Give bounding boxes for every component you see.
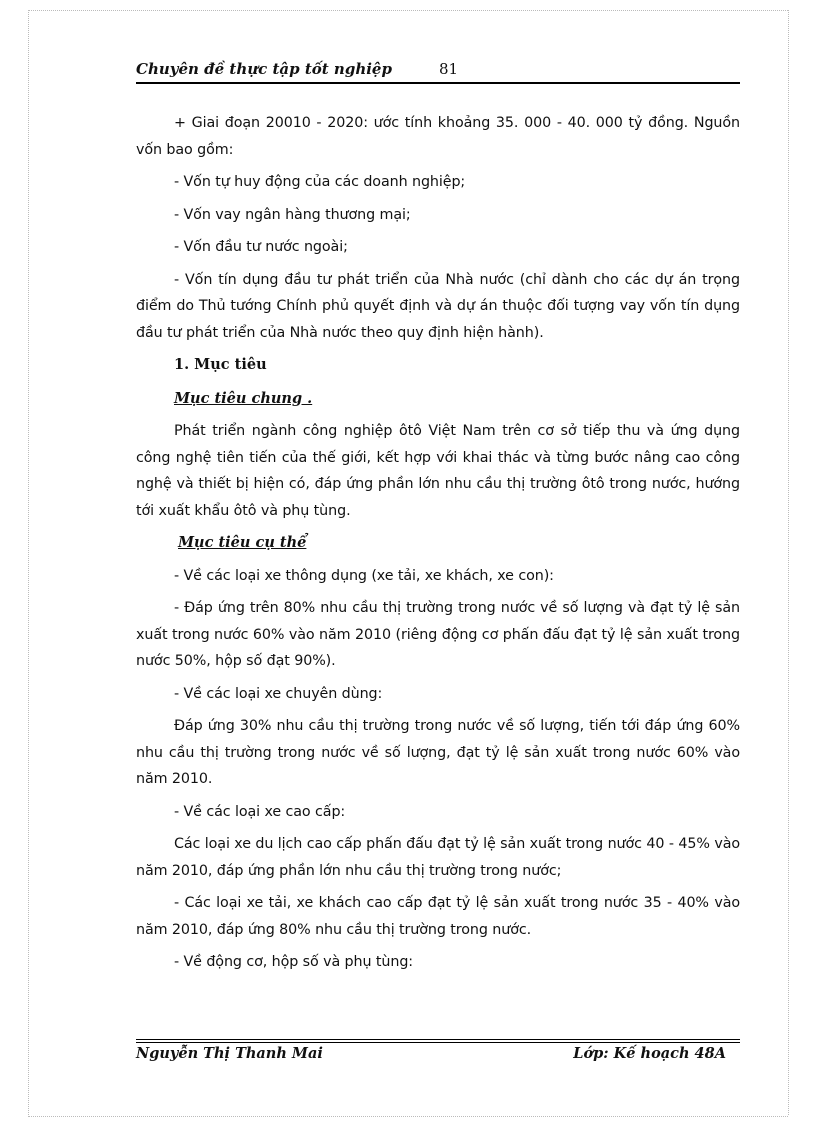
- paragraph: Các loại xe du lịch cao cấp phấn đấu đạt tỷ lệ sản xuất trong nước 40 - 45% vào năm 2010, đáp ứng phần lớn nhu cầu thị trường trong nước;: [136, 836, 740, 879]
- footer-class: Lớp: Kế hoạch 48A: [573, 1045, 726, 1062]
- list-item: - Về các loại xe thông dụng (xe tải, xe khách, xe con):: [174, 567, 554, 584]
- header-rule: [136, 82, 740, 84]
- section-heading: 1. Mục tiêu: [174, 356, 267, 373]
- page-border-bottom: [28, 1116, 788, 1117]
- paragraph: Đáp ứng 30% nhu cầu thị trường trong nước về số lượng, tiến tới đáp ứng 60% nhu cầu thị trường trong nước về số lượng, đạt tỷ lệ sản xuất trong nước 60% vào năm 2010.: [136, 718, 740, 787]
- list-item: - Đáp ứng trên 80% nhu cầu thị trường trong nước về số lượng và đạt tỷ lệ sản xuất trong nước 60% vào năm 2010 (riêng động cơ phấn đấu đạt tỷ lệ sản xuất trong nước 50%, hộp số đạt 90%).: [136, 600, 740, 669]
- list-item: - Vốn vay ngân hàng thương mại;: [174, 206, 411, 223]
- page-border-left: [28, 10, 29, 1115]
- subsection-heading: Mục tiêu cụ thể: [178, 534, 307, 551]
- list-item: - Về động cơ, hộp số và phụ tùng:: [174, 954, 414, 970]
- list-item: - Về các loại xe cao cấp:: [174, 803, 346, 820]
- footer-rule: [136, 1042, 740, 1043]
- page-border-right: [788, 10, 789, 1115]
- footer-rule: [136, 1039, 740, 1040]
- paragraph: Phát triển ngành công nghiệp ôtô Việt Nam trên cơ sở tiếp thu và ứng dụng công nghệ tiên tiến của thế giới, kết hợp với khai thác và từng bước nâng cao công nghệ và thiết bị hiện có, đáp ứng phần lớn nhu cầu thị trường ôtô trong nước, hướng tới xuất khẩu ôtô và phụ tùng.: [136, 423, 740, 519]
- list-item: - Vốn đầu tư nước ngoài;: [174, 239, 348, 255]
- page-border-top: [28, 10, 788, 11]
- footer-author: Nguyễn Thị Thanh Mai: [136, 1045, 323, 1062]
- page-footer: [136, 1045, 740, 1069]
- list-item: - Vốn tín dụng đầu tư phát triển của Nhà nước (chỉ dành cho các dự án trọng điểm do Thủ tướng Chính phủ quyết định và dự án thuộc đối tượng vay vốn tín dụng đầu tư phát triển của Nhà nước theo quy định hiện hành).: [136, 271, 740, 341]
- subsection-heading: Mục tiêu chung .: [174, 389, 313, 407]
- header-title: Chuyên đề thực tập tốt nghiệp: [136, 60, 392, 78]
- page-number: 81: [439, 60, 459, 78]
- list-item: - Vốn tự huy động của các doanh nghiệp;: [174, 174, 466, 190]
- list-item: - Các loại xe tải, xe khách cao cấp đạt tỷ lệ sản xuất trong nước 35 - 40% vào năm 2010, đáp ứng 80% nhu cầu thị trường trong nước.: [136, 895, 740, 938]
- paragraph: + Giai đoạn 20010 - 2020: ước tính khoảng 35. 000 - 40. 000 tỷ đồng. Nguồn vốn bao gồm:: [136, 115, 740, 158]
- document-body: [136, 110, 740, 982]
- list-item: - Về các loại xe chuyên dùng:: [174, 685, 383, 702]
